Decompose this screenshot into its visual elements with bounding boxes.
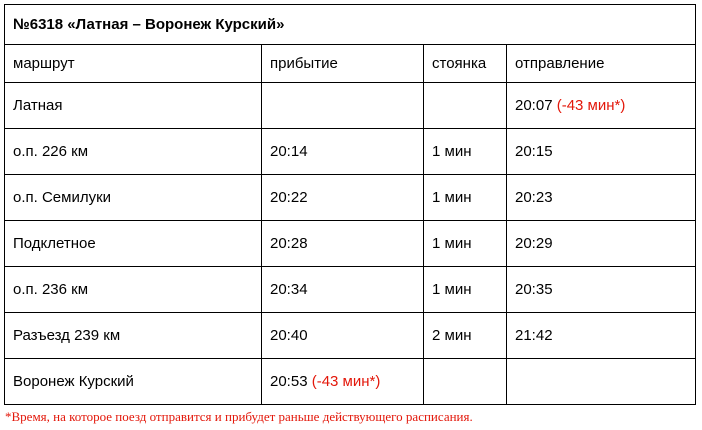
departure-time: 20:23 — [515, 189, 553, 206]
arrival-cell — [262, 221, 424, 267]
departure-cell — [507, 175, 696, 221]
arrival-cell — [262, 129, 424, 175]
route-cell: Воронеж Курский — [5, 359, 262, 405]
stop-cell: 1 мин — [424, 129, 507, 175]
header-row — [5, 45, 696, 83]
arrival-time: 20:28 — [270, 235, 308, 252]
stop-cell: 2 мин — [424, 313, 507, 359]
route-cell: о.п. Семилуки — [5, 175, 262, 221]
table-row — [5, 359, 696, 405]
route-cell: Подклетное — [5, 221, 262, 267]
departure-cell — [507, 83, 696, 129]
route-cell: Разъезд 239 км — [5, 313, 262, 359]
arrival-delay-note: (-43 мин*) — [311, 373, 381, 390]
departure-time: 21:42 — [515, 327, 553, 344]
departure-time: 20:35 — [515, 281, 553, 298]
departure-cell — [507, 359, 696, 405]
arrival-cell — [262, 267, 424, 313]
arrival-time: 20:22 — [270, 189, 308, 206]
stop-cell — [424, 83, 507, 129]
stop-cell: 1 мин — [424, 267, 507, 313]
arrival-time: 20:34 — [270, 281, 308, 298]
footnote: *Время, на которое поезд отправится и прибудет раньше действующего расписания. — [5, 409, 473, 424]
header-departure: отправление — [507, 45, 696, 83]
route-cell: Латная — [5, 83, 262, 129]
arrival-time: 20:14 — [270, 143, 308, 160]
departure-cell — [507, 267, 696, 313]
arrival-cell — [262, 83, 424, 129]
departure-cell — [507, 129, 696, 175]
arrival-cell — [262, 359, 424, 405]
stop-cell: 1 мин — [424, 175, 507, 221]
table-row — [5, 129, 696, 175]
header-route: маршрут — [5, 45, 262, 83]
departure-cell — [507, 221, 696, 267]
train-schedule-table — [4, 4, 696, 405]
header-arrival: прибытие — [262, 45, 424, 83]
arrival-time: 20:40 — [270, 327, 308, 344]
title-row — [5, 5, 696, 45]
route-cell: о.п. 236 км — [5, 267, 262, 313]
arrival-time: 20:53 — [270, 373, 308, 390]
arrival-cell — [262, 313, 424, 359]
arrival-cell — [262, 175, 424, 221]
departure-delay-note: (-43 мин*) — [556, 97, 626, 114]
table-row — [5, 313, 696, 359]
train-title: №6318 «Латная – Воронеж Курский» — [5, 5, 696, 45]
departure-time: 20:07 — [515, 97, 553, 114]
table-row — [5, 83, 696, 129]
route-cell: о.п. 226 км — [5, 129, 262, 175]
departure-time: 20:29 — [515, 235, 553, 252]
departure-time: 20:15 — [515, 143, 553, 160]
departure-cell — [507, 313, 696, 359]
table-row — [5, 175, 696, 221]
header-stop: стоянка — [424, 45, 507, 83]
table-row — [5, 221, 696, 267]
table-row — [5, 267, 696, 313]
stop-cell — [424, 359, 507, 405]
stop-cell: 1 мин — [424, 221, 507, 267]
